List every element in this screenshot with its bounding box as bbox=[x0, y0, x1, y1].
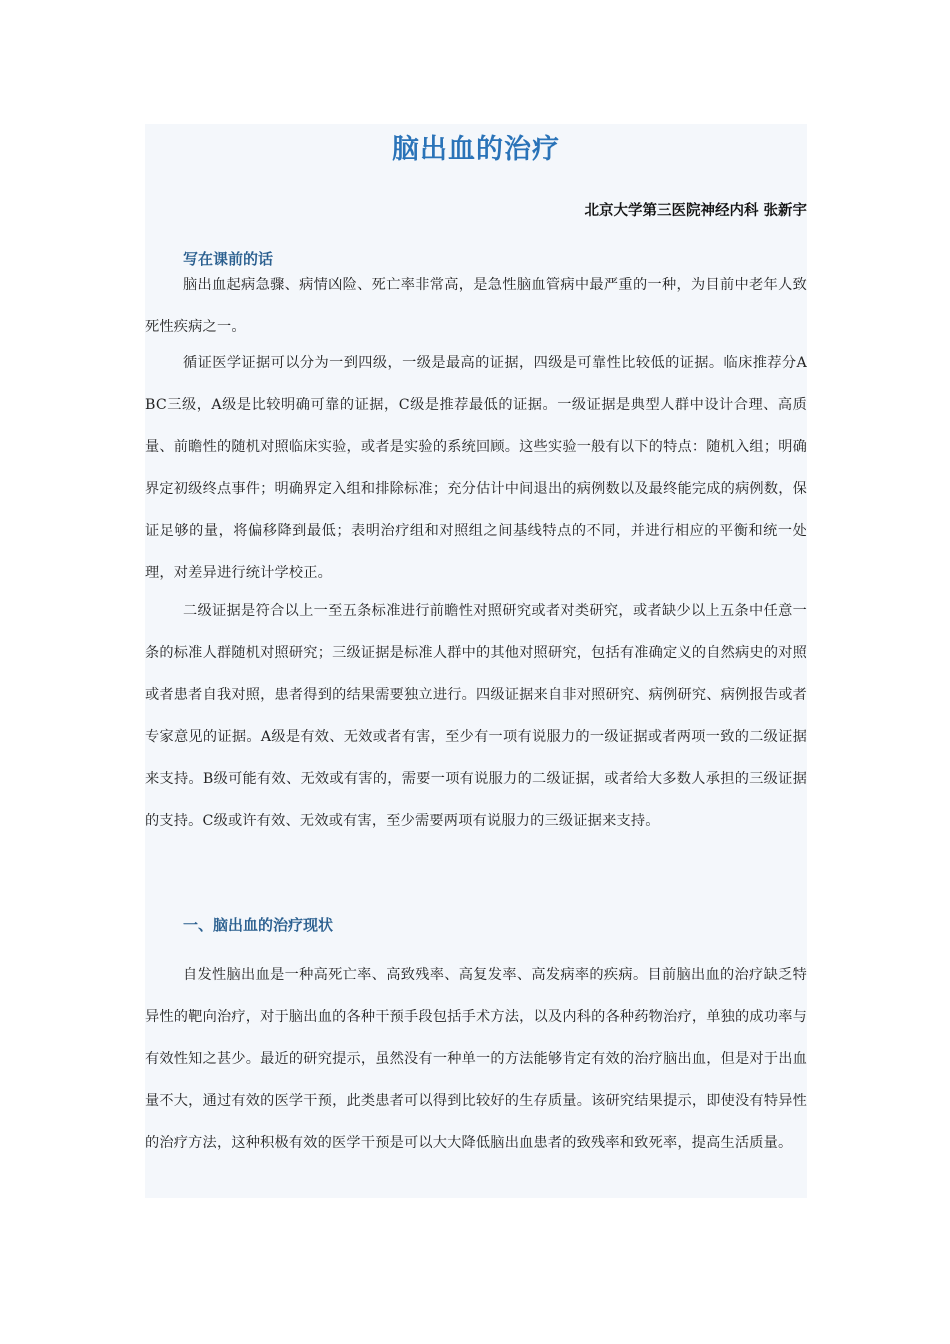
paragraph: 二级证据是符合以上一至五条标准进行前瞻性对照研究或者对类研究，或者缺少以上五条中任意一条的标准人群随机对照研究；三级证据是标准人群中的其他对照研究，包括有准确定义的自然病史的对照或者患者自我对照，患者得到的结果需要独立进行。四级证据来自非对照研究、病例研究、病例报告或者专家意见的证据。A级是有效、无效或者有害，至少有一项有说服力的一级证据或者两项一致的二级证据来支持。B级可能有效、无效或有害的，需要一项有说服力的二级证据，或者给大多数人承担的三级证据的支持。C级或许有效、无效或有害，至少需要两项有说服力的三级证据来支持。 bbox=[145, 603, 807, 829]
document-page bbox=[145, 124, 807, 1198]
author-line: 北京大学第三医院神经内科 张新宇 bbox=[584, 203, 807, 219]
paragraph: 脑出血起病急骤、病情凶险、死亡率非常高，是急性脑血管病中最严重的一种，为目前中老年人致死性疾病之一。 bbox=[145, 277, 807, 335]
section-heading-preface: 写在课前的话 bbox=[183, 250, 274, 268]
section-heading-treatment-status: 一、脑出血的治疗现状 bbox=[183, 916, 334, 934]
paragraph: 循证医学证据可以分为一到四级，一级是最高的证据，四级是可靠性比较低的证据。临床推荐分ABC三级，A级是比较明确可靠的证据，C级是推荐最低的证据。一级证据是典型人群中设计合理、高质量、前瞻性的随机对照临床实验，或者是实验的系统回顾。这些实验一般有以下的特点：随机入组；明确界定初级终点事件；明确界定入组和排除标准；充分估计中间退出的病例数以及最终能完成的病例数，保证足够的量，将偏移降到最低；表明治疗组和对照组之间基线特点的不同，并进行相应的平衡和统一处理，对差异进行统计学校正。 bbox=[145, 355, 807, 581]
paragraph: 自发性脑出血是一种高死亡率、高致残率、高复发率、高发病率的疾病。目前脑出血的治疗缺乏特异性的靶向治疗，对于脑出血的各种干预手段包括手术方法，以及内科的各种药物治疗，单独的成功率与有效性知之甚少。最近的研究提示，虽然没有一种单一的方法能够肯定有效的治疗脑出血，但是对于出血量不大，通过有效的医学干预，此类患者可以得到比较好的生存质量。该研究结果提示，即使没有特异性的治疗方法，这种积极有效的医学干预是可以大大降低脑出血患者的致残率和致死率，提高生活质量。 bbox=[145, 967, 807, 1151]
document-title: 脑出血的治疗 bbox=[392, 134, 560, 165]
